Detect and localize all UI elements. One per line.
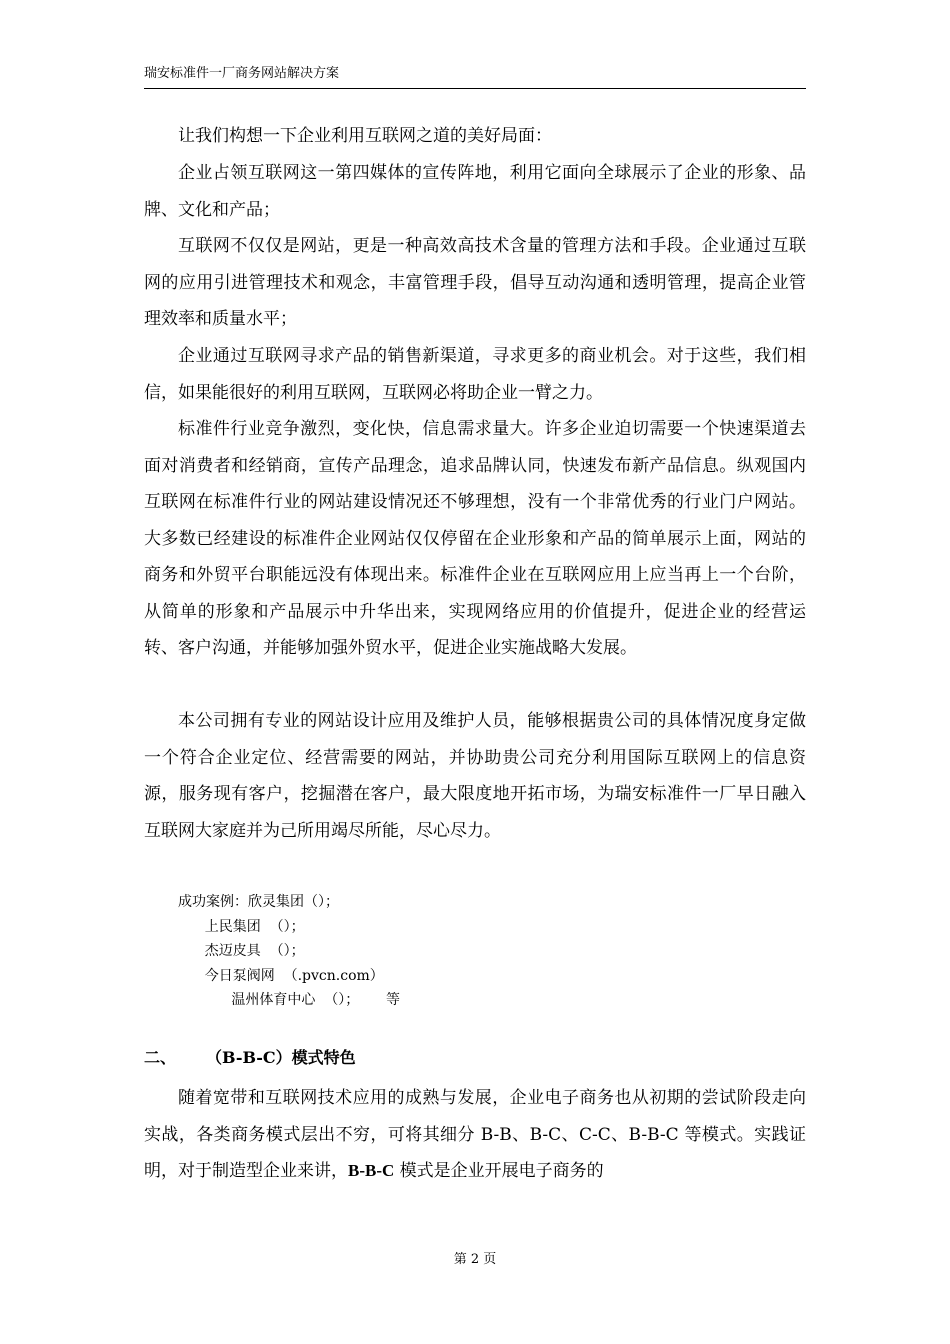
paragraph-3: 企业通过互联网寻求产品的销售新渠道，寻求更多的商业机会。对于这些，我们相信，如果能很好的利用互联网，互联网必将助企业一臂之力。 xyxy=(144,346,806,403)
paragraph-5: 本公司拥有专业的网站设计应用及维护人员，能够根据贵公司的具体情况度身定做一个符合企业定位、经营需要的网站，并协助贵公司充分利用国际互联网上的信息资源，服务现有客户，挖掘潜在客户，最大限度地开拓市场，为瑞安标准件一厂早日融入互联网大家庭并为己所用竭尽所能，尽心尽力。 xyxy=(144,711,806,841)
paragraph-2: 互联网不仅仅是网站，更是一种高效高技术含量的管理方法和手段。企业通过互联网的应用引进管理技术和观念，丰富管理手段，倡导互动沟通和透明管理，提高企业管理效率和质量水平； xyxy=(144,236,806,329)
case-line: 今日泵阀网 （.pvcn.com） xyxy=(178,967,384,984)
paragraph-4: 标准件行业竞争激烈，变化快，信息需求量大。许多企业迫切需要一个快速渠道去面对消费者和经销商，宣传产品理念，追求品牌认同，快速发布新产品信息。纵观国内互联网在标准件行业的网站建设情况还不够理想，没有一个非常优秀的行业门户网站。大多数已经建设的标准件企业网站仅仅停留在企业形象和产品的简单展示上面，网站的商务和外贸平台职能远没有体现出来。标准件企业在互联网应用上应当再上一个台阶，从简单的形象和产品展示中升华出来，实现网络应用的价值提升，促进企业的经营运转、客户沟通，并能够加强外贸水平，促进企业实施战略大发展。 xyxy=(144,419,806,658)
case-line: 温州体育中心 （）； 等 xyxy=(178,992,401,1008)
section-title: （B-B-C）模式特色 xyxy=(206,1048,356,1067)
case-line: 杰迈皮具 （）； xyxy=(178,943,305,959)
bbc-bold: B-B-C xyxy=(348,1161,395,1180)
paragraph-bbc xyxy=(144,1080,806,1190)
section-number: 二、 xyxy=(144,1048,177,1067)
success-cases xyxy=(178,890,400,1013)
page-header xyxy=(144,66,806,89)
bbc-text-after: 模式是企业开展电子商务的 xyxy=(394,1161,604,1181)
case-line: 上民集团 （）； xyxy=(178,918,305,935)
page-number: 第 2 页 xyxy=(453,1252,497,1267)
section-heading xyxy=(144,1046,356,1070)
bbc-text-before: 随着宽带和互联网技术应用的成熟与发展，企业电子商务也从初期的尝试阶段走向实战，各类商务模式层出不穷，可将其细分 B-B、B-C、C-C、B-B-C 等模式。实践证明，对于制造型企业来讲， xyxy=(144,1088,806,1181)
case-line: 成功案例：欣灵集团（）； xyxy=(178,894,339,910)
paragraph-1: 企业占领互联网这一第四媒体的宣传阵地，利用它面向全球展示了企业的形象、品牌、文化和产品； xyxy=(144,163,806,220)
paragraph-intro: 让我们构想一下企业利用互联网之道的美好局面： xyxy=(178,126,552,146)
header-title: 瑞安标准件一厂商务网站解决方案 xyxy=(144,66,340,81)
